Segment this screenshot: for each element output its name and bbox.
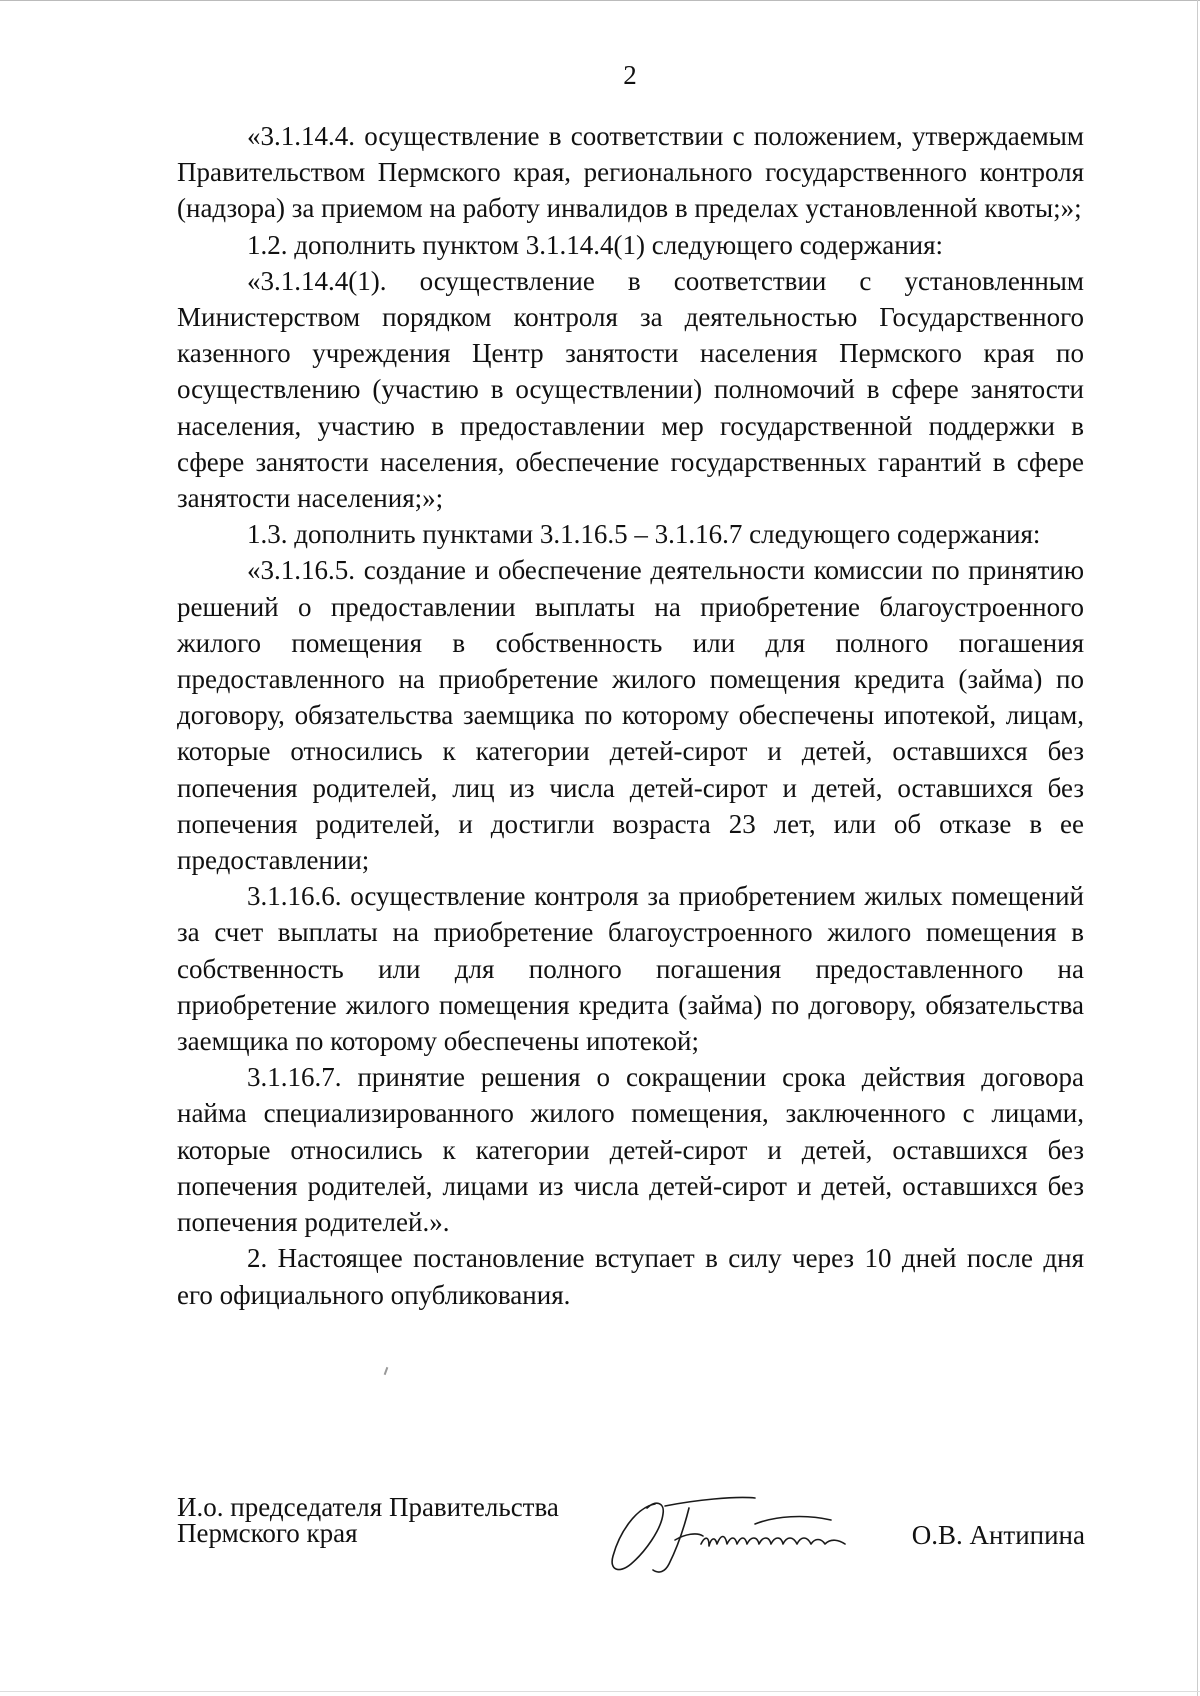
- signatory-position: [177, 1494, 559, 1546]
- scan-edge-right: [1197, 0, 1198, 1696]
- paragraph-1-3: 1.3. дополнить пунктами 3.1.16.5 – 3.1.16.7 следующего содержания:: [247, 519, 1041, 550]
- scan-edge-top: [0, 0, 1200, 1]
- signatory-name: О.В. Антипина: [911, 1520, 1085, 1550]
- paragraph-2-effective-date: 2. Настоящее постановление вступает в силу через 10 дней после дня его официального опубликования.: [177, 1243, 1084, 1310]
- paragraph-1-2: 1.2. дополнить пунктом 3.1.14.4(1) следующего содержания:: [247, 229, 944, 260]
- stray-mark: [384, 1367, 389, 1375]
- handwritten-signature: [605, 1494, 905, 1576]
- paragraph-3-1-16-7: 3.1.16.7. принятие решения о сокращении срока действия договора найма специализированного жилого помещения, заключенного с лицами, которые относились к категории детей-сирот и детей, оставшихся без попечения родителей, лицами из числа детей-сирот и детей, оставшихся без попечения родителей.».: [177, 1062, 1084, 1238]
- paragraph-3-1-16-5: «3.1.16.5. создание и обеспечение деятельности комиссии по принятию решений о предоставлении выплаты на приобретение благоустроенного жилого помещения в собственность или для полного погашения предоставленного на приобретение жилого помещения кредита (займа) по договору, обязательства заемщика по которому обеспечены ипотекой, лицам, которые относились к категории детей-сирот и детей, оставшихся без попечения родителей, лиц из числа детей-сирот и детей, оставшихся без попечения родителей, и достигли возраста 23 лет, или об отказе в ее предоставлении;: [177, 555, 1084, 876]
- signatory-position-line1: И.о. председателя Правительства: [177, 1492, 559, 1522]
- signatory-position-line2: Пермского края: [177, 1518, 358, 1548]
- signature-block: [177, 1494, 1097, 1584]
- paragraph-3-1-14-4-1: «3.1.14.4(1). осуществление в соответствии с установленным Министерством порядком контроля за деятельностью Государственного казенного учреждения Центр занятости населения Пермского края по осуществлению (участию в осуществлении) полномочий в сфере занятости населения, участию в предоставлении мер государственной поддержки в сфере занятости населения, обеспечение государственных гарантий в сфере занятости населения;»;: [177, 265, 1084, 514]
- document-body: [177, 118, 1084, 1313]
- page-number: 2: [623, 60, 637, 90]
- scan-edge-bottom: [0, 1691, 1200, 1692]
- paragraph-3-1-14-4: «3.1.14.4. осуществление в соответствии с положением, утверждаемым Правительством Пермского края, регионального государственного контроля (надзора) за приемом на работу инвалидов в пределах установленной квоты;»;: [177, 121, 1084, 224]
- paragraph-3-1-16-6: 3.1.16.6. осуществление контроля за приобретением жилых помещений за счет выплаты на приобретение благоустроенного жилого помещения в собственность или для полного погашения предоставленного на приобретение жилого помещения кредита (займа) по договору, обязательства заемщика по которому обеспечены ипотекой;: [177, 881, 1084, 1057]
